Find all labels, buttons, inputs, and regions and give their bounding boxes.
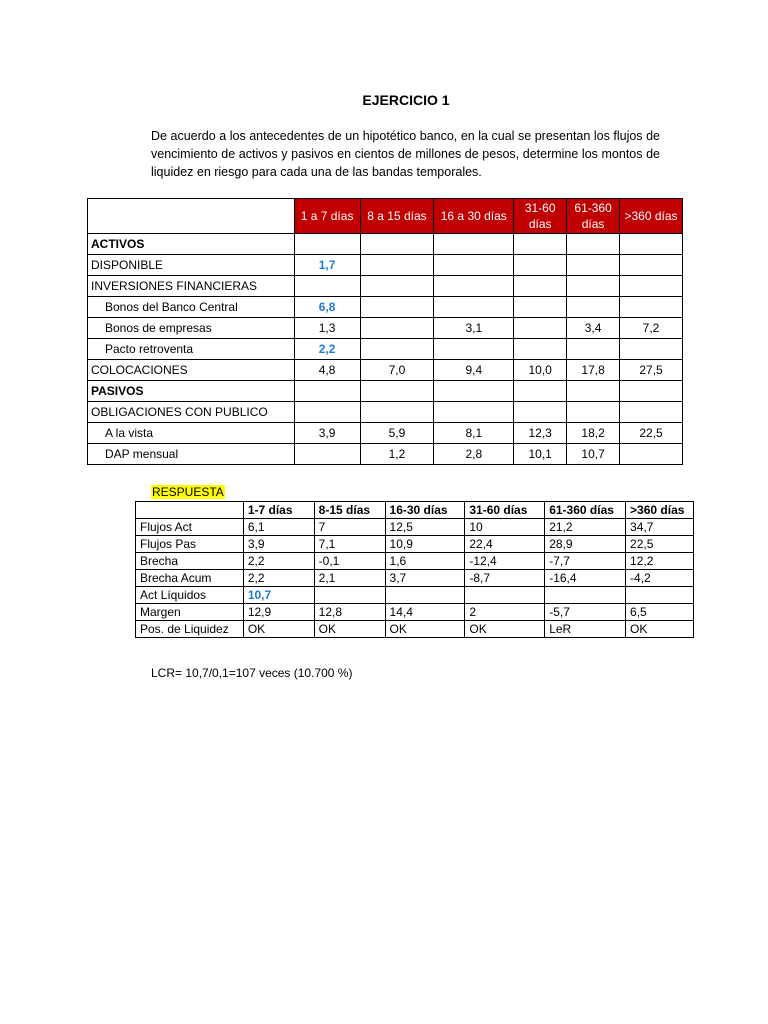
table-cell: 2,8: [434, 444, 514, 465]
table-cell: [567, 276, 620, 297]
row-label: Brecha: [136, 553, 244, 570]
table-row: [136, 519, 694, 536]
intro-paragraph: De acuerdo a los antecedentes de un hipotético banco, en la cual se presentan los flujos de vencimiento de activos y pasivos en cientos de millones de pesos, determine los montos de liquidez en riesgo para cada una de las bandas temporales.: [151, 129, 660, 179]
header-cell: 16 a 30 días: [434, 199, 514, 234]
row-label: COLOCACIONES: [88, 360, 295, 381]
table-cell: [385, 587, 465, 604]
table-cell: 3,9: [294, 423, 360, 444]
table-cell: [620, 444, 683, 465]
table-cell: [514, 381, 567, 402]
table-cell: [434, 234, 514, 255]
table-cell: 17,8: [567, 360, 620, 381]
table-cell: [294, 234, 360, 255]
table-cell: [360, 318, 434, 339]
table-row: [88, 402, 683, 423]
header-cell: 31-60 días: [465, 502, 545, 519]
row-label: OBLIGACIONES CON PUBLICO: [88, 402, 295, 423]
table-row: [136, 621, 694, 638]
header-cell: 1 a 7 días: [294, 199, 360, 234]
table-row: [88, 360, 683, 381]
table-cell: [434, 402, 514, 423]
table-cell: 22,5: [620, 423, 683, 444]
table-cell: 5,9: [360, 423, 434, 444]
table-row: [88, 318, 683, 339]
header-cell: [136, 502, 244, 519]
table-cell: -7,7: [545, 553, 626, 570]
table-cell: [360, 297, 434, 318]
header-cell: 16-30 días: [385, 502, 465, 519]
table-cell: [620, 234, 683, 255]
row-label: Brecha Acum: [136, 570, 244, 587]
answer-table: [135, 501, 694, 638]
table-cell: [314, 587, 385, 604]
header-cell: >360 días: [626, 502, 694, 519]
table-cell: OK: [465, 621, 545, 638]
table-cell: 3,1: [434, 318, 514, 339]
table-cell: 8,1: [434, 423, 514, 444]
table-cell: 2,1: [314, 570, 385, 587]
table-cell: [567, 402, 620, 423]
maturity-flows-table: [87, 198, 683, 465]
table-cell: [567, 339, 620, 360]
table-cell: [514, 318, 567, 339]
table-row: [136, 587, 694, 604]
table-cell: [620, 255, 683, 276]
table-cell: 3,9: [243, 536, 314, 553]
table-cell: [620, 339, 683, 360]
header-cell: 8-15 días: [314, 502, 385, 519]
table-cell: 10,7: [243, 587, 314, 604]
table-cell: [514, 255, 567, 276]
table-cell: -16,4: [545, 570, 626, 587]
table-cell: [360, 339, 434, 360]
table-cell: 2,2: [243, 553, 314, 570]
table-cell: 7,2: [620, 318, 683, 339]
table-row: [88, 297, 683, 318]
respuesta-label: RESPUESTA: [152, 485, 224, 499]
table-row: [88, 276, 683, 297]
table-cell: LeR: [545, 621, 626, 638]
table-cell: 27,5: [620, 360, 683, 381]
lcr-result: LCR= 10,7/0,1=107 veces (10.700 %): [151, 666, 353, 680]
table-cell: [360, 255, 434, 276]
table-cell: [567, 381, 620, 402]
row-label: DAP mensual: [88, 444, 295, 465]
header-cell: >360 días: [620, 199, 683, 234]
table-cell: 3,4: [567, 318, 620, 339]
table-cell: 10,1: [514, 444, 567, 465]
row-label: Pacto retroventa: [88, 339, 295, 360]
table-row: [88, 444, 683, 465]
table-cell: 14,4: [385, 604, 465, 621]
table-cell: [567, 255, 620, 276]
table-cell: -4,2: [626, 570, 694, 587]
table-cell: 6,8: [294, 297, 360, 318]
row-label: Bonos de empresas: [88, 318, 295, 339]
table-cell: [434, 255, 514, 276]
table-cell: 18,2: [567, 423, 620, 444]
table-cell: [294, 444, 360, 465]
table-cell: [360, 402, 434, 423]
table-cell: -5,7: [545, 604, 626, 621]
table-cell: [567, 234, 620, 255]
table-cell: 1,6: [385, 553, 465, 570]
table-cell: OK: [243, 621, 314, 638]
table-cell: 12,3: [514, 423, 567, 444]
table-cell: [514, 402, 567, 423]
table-cell: 34,7: [626, 519, 694, 536]
table-cell: [434, 381, 514, 402]
table-cell: 1,7: [294, 255, 360, 276]
table-row: [136, 553, 694, 570]
table-cell: 10,9: [385, 536, 465, 553]
table-cell: OK: [385, 621, 465, 638]
table-row: [88, 381, 683, 402]
header-cell: 61-360 días: [567, 199, 620, 234]
header-cell: 8 a 15 días: [360, 199, 434, 234]
header-cell: 61-360 días: [545, 502, 626, 519]
table-cell: OK: [314, 621, 385, 638]
table-cell: 22,5: [626, 536, 694, 553]
table-cell: 7,0: [360, 360, 434, 381]
table-cell: [620, 297, 683, 318]
row-label: PASIVOS: [88, 381, 295, 402]
table-cell: [465, 587, 545, 604]
table-cell: [434, 297, 514, 318]
table-cell: [514, 276, 567, 297]
table-row: [88, 423, 683, 444]
table-row: [136, 570, 694, 587]
table-cell: 28,9: [545, 536, 626, 553]
table-cell: 10: [465, 519, 545, 536]
header-cell: [88, 199, 295, 234]
row-label: Act Líquidos: [136, 587, 244, 604]
row-label: Flujos Pas: [136, 536, 244, 553]
table-cell: [514, 297, 567, 318]
row-label: DISPONIBLE: [88, 255, 295, 276]
table-cell: 10,0: [514, 360, 567, 381]
page-title: EJERCICIO 1: [362, 92, 450, 108]
table-cell: 1,2: [360, 444, 434, 465]
table-cell: [620, 402, 683, 423]
table-cell: -12,4: [465, 553, 545, 570]
row-label: A la vista: [88, 423, 295, 444]
table-cell: 2: [465, 604, 545, 621]
table-cell: 7,1: [314, 536, 385, 553]
table-cell: 2,2: [243, 570, 314, 587]
table-cell: 10,7: [567, 444, 620, 465]
table-cell: 7: [314, 519, 385, 536]
header-cell: 31-60 días: [514, 199, 567, 234]
table-cell: 9,4: [434, 360, 514, 381]
table-cell: [620, 276, 683, 297]
table-cell: [434, 276, 514, 297]
table-cell: 12,2: [626, 553, 694, 570]
table-cell: [514, 339, 567, 360]
row-label: Flujos Act: [136, 519, 244, 536]
table-cell: [294, 402, 360, 423]
row-label: Bonos del Banco Central: [88, 297, 295, 318]
table-cell: [545, 587, 626, 604]
table-cell: 3,7: [385, 570, 465, 587]
table-cell: [626, 587, 694, 604]
table-cell: OK: [626, 621, 694, 638]
row-label: Margen: [136, 604, 244, 621]
table-cell: 12,5: [385, 519, 465, 536]
table-cell: 2,2: [294, 339, 360, 360]
table-cell: [514, 234, 567, 255]
table-cell: [294, 276, 360, 297]
table-cell: 6,1: [243, 519, 314, 536]
table-cell: -0,1: [314, 553, 385, 570]
table-cell: 4,8: [294, 360, 360, 381]
table-header-row: [88, 199, 683, 234]
table-cell: [360, 234, 434, 255]
table-row: [136, 604, 694, 621]
table-row: [136, 536, 694, 553]
table-cell: -8,7: [465, 570, 545, 587]
row-label: INVERSIONES FINANCIERAS: [88, 276, 295, 297]
table-cell: [360, 381, 434, 402]
table-cell: 21,2: [545, 519, 626, 536]
table-cell: 6,5: [626, 604, 694, 621]
table-cell: [360, 276, 434, 297]
table-cell: 22,4: [465, 536, 545, 553]
table-row: [88, 339, 683, 360]
table-cell: 12,8: [314, 604, 385, 621]
table-header-row: [136, 502, 694, 519]
row-label: ACTIVOS: [88, 234, 295, 255]
row-label: Pos. de Liquidez: [136, 621, 244, 638]
table-row: [88, 234, 683, 255]
table-cell: 12,9: [243, 604, 314, 621]
header-cell: 1-7 días: [243, 502, 314, 519]
table-cell: [434, 339, 514, 360]
table-cell: [294, 381, 360, 402]
table-row: [88, 255, 683, 276]
table-cell: 1,3: [294, 318, 360, 339]
table-cell: [567, 297, 620, 318]
table-cell: [620, 381, 683, 402]
